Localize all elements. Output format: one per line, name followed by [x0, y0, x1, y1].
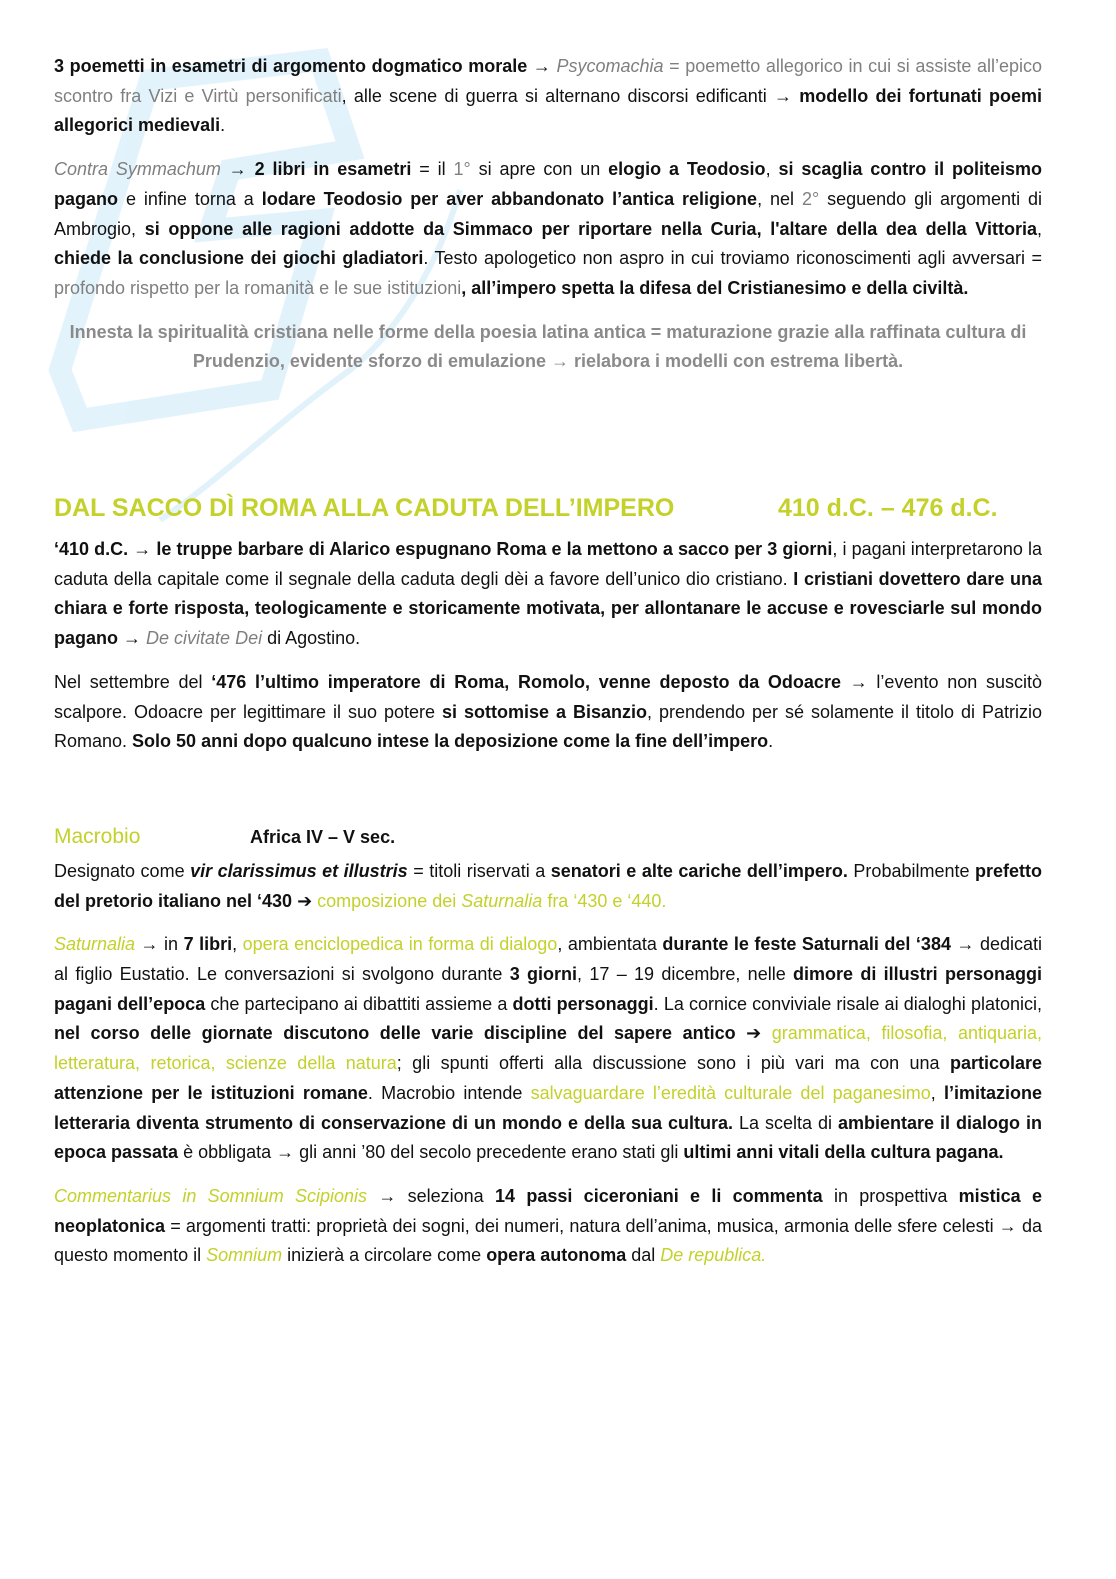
paragraph-sacco-410: [54, 535, 1042, 654]
text-run: ; gli spunti offerti alla discussione sono i più vari ma con una: [396, 1053, 950, 1074]
text-run: Saturnalia: [54, 934, 136, 955]
text-run: = argomenti tratti: proprietà dei sogni, dei numeri, natura dell’anima, musica, armonia delle sfere celesti → da questo momento il: [54, 1215, 1042, 1266]
text-run: particolare attenzione per le istituzioni romane: [54, 1053, 1042, 1103]
text-run: le truppe barbare di Alarico espugnano Roma e la mettono a sacco per 3 giorni: [156, 539, 833, 560]
text-run: Commentarius in Somnium Scipionis: [54, 1185, 368, 1206]
text-run: ,: [930, 1082, 944, 1103]
text-run: , alle scene di guerra si alternano discorsi edificanti →: [341, 85, 800, 106]
text-run: , ambientata: [557, 934, 663, 955]
text-run: in prospettiva: [822, 1185, 959, 1206]
text-run: modello dei fortunati poemi allegorici medievali: [54, 85, 1042, 136]
text-run: ‘476 l’ultimo imperatore di Roma, Romolo, venne deposto da Odoacre: [211, 671, 841, 692]
paragraph-saturnalia: [54, 930, 1042, 1168]
text-run: De civitate Dei: [146, 628, 263, 649]
text-run: prefetto del pretorio italiano nel ‘430: [54, 860, 1042, 911]
text-run: Solo 50 anni dopo qualcuno intese la deposizione come la fine dell’impero: [132, 731, 769, 752]
text-run: seguendo gli argomenti di Ambrogio,: [54, 188, 1042, 239]
text-run: Designato come: [54, 860, 191, 881]
text-run: elogio a Teodosio: [608, 159, 766, 180]
intro-summary: Innesta la spiritualità cristiana nelle forme della poesia latina antica = maturazione grazie alla raffinata cultura di Prudenzio, evidente sforzo di emulazione → rielabora i modelli con estrema libertà.: [69, 321, 1027, 372]
text-run: . Testo apologetico non aspro in cui troviamo riconoscimenti agli avversari =: [423, 248, 1042, 269]
text-run: = poemetto allegorico in cui si assiste all’epico scontro fra Vizi e Virtù personificati: [54, 56, 1042, 106]
text-run: ,: [765, 159, 779, 180]
section-title: DAL SACCO DÌ ROMA ALLA CADUTA DELL’IMPERO: [54, 494, 675, 523]
text-run: che partecipano ai dibattiti assieme a: [205, 993, 513, 1014]
text-run: Somnium: [206, 1245, 283, 1266]
text-run: →: [118, 628, 147, 649]
text-run: Saturnalia: [461, 890, 543, 911]
section-heading-sacco-roma: [54, 491, 1042, 525]
text-run: senatori e alte cariche dell’impero.: [550, 860, 848, 881]
text-run: La scelta di: [733, 1112, 838, 1133]
text-run: 7 libri: [183, 934, 233, 955]
text-run: ➔: [292, 890, 318, 911]
text-run: di Agostino.: [262, 628, 361, 649]
text-run: mistica e neoplatonica: [54, 1185, 1043, 1236]
text-run: composizione dei: [317, 890, 462, 911]
text-run: si oppone alle ragioni addotte da Simmaco per riportare nella Curia, l'altare della dea della Vittoria: [144, 218, 1037, 239]
text-run: Psycomachia: [556, 56, 664, 76]
intro-paragraph-contra-symmachum: [54, 155, 1042, 304]
text-run: → seleziona: [367, 1185, 496, 1206]
text-run: inizierà a circolare come: [282, 1245, 487, 1266]
paragraph-macrobio-bio: [54, 857, 1042, 916]
text-run: vir clarissimus et illustris: [190, 860, 408, 881]
paragraph-caduta-476: [54, 668, 1042, 757]
text-run: ultimi anni vitali della cultura pagana.: [683, 1142, 1004, 1163]
text-run: ,: [1036, 218, 1042, 239]
text-run: chiede la conclusione dei giochi gladiatori: [54, 248, 424, 269]
text-run: Contra Symmachum: [54, 159, 221, 180]
text-run: lodare Teodosio per aver abbandonato l’antica religione: [261, 188, 758, 209]
text-run: durante le feste Saturnali del ‘384: [662, 934, 951, 955]
text-run: De republica.: [660, 1245, 767, 1266]
text-run: e infine torna a: [118, 188, 262, 209]
text-run: salvaguardare l’eredità culturale del paganesimo: [530, 1082, 931, 1103]
text-run: 14 passi ciceroniani e li commenta: [495, 1185, 823, 1206]
text-run: Probabilmente: [847, 860, 975, 881]
text-run: →: [527, 56, 557, 76]
text-run: . La cornice conviviale risale ai dialoghi platonici,: [653, 993, 1042, 1014]
text-run: 3 poemetti in esametri di argomento dogmatico morale: [54, 56, 528, 76]
text-run: ➔: [735, 1023, 772, 1044]
text-run: grammatica, filosofia, antiquaria, letteratura, retorica, scienze della natura: [54, 1023, 1043, 1074]
text-run: → in: [135, 934, 184, 955]
text-run: = titoli riservati a: [407, 860, 551, 881]
author-heading-macrobio: [54, 825, 1042, 849]
text-run: , i pagani interpretarono la caduta della capitale come il segnale della caduta degli dèi a favore dell’unico dio cristiano.: [54, 539, 1042, 589]
paragraph-commentarius: [54, 1182, 1042, 1271]
text-run: profondo rispetto per la romanità e le sue istituzioni: [54, 277, 462, 298]
text-run: →: [128, 539, 157, 560]
text-run: si sottomise a Bisanzio: [442, 701, 647, 722]
text-run: → l’evento non suscitò scalpore. Odoacre per legittimare il suo potere: [54, 671, 1042, 722]
text-run: .: [768, 731, 774, 752]
text-run: si scaglia contro il politeismo pagano: [54, 159, 1042, 209]
text-run: .: [220, 115, 226, 136]
text-run: 2 libri in esametri: [254, 159, 412, 180]
section-dates: 410 d.C. – 476 d.C.: [778, 494, 998, 523]
text-run: , 17 – 19 dicembre, nelle: [577, 964, 794, 985]
text-run: ambientare il dialogo in epoca passata: [54, 1112, 1042, 1163]
text-run: dal: [626, 1245, 661, 1266]
text-run: 3 giorni: [509, 964, 578, 985]
text-run: ‘410 d.C.: [54, 539, 129, 560]
text-run: dotti personaggi: [512, 993, 654, 1014]
text-run: nel corso delle giornate discutono delle varie discipline del sapere antico: [54, 1023, 736, 1044]
text-run: l’imitazione letteraria diventa strumento di conservazione di un mondo e della sua cultura.: [54, 1082, 1042, 1133]
text-run: , prendendo per sé solamente il titolo di Patrizio Romano.: [54, 701, 1043, 752]
text-run: → dedicati al figlio Eustatio. Le conversazioni si svolgono durante: [54, 934, 1043, 985]
text-run: , nel: [757, 188, 802, 209]
text-run: I cristiani dovettero dare una chiara e forte risposta, teologicamente e storicamente motivata, per allontanare le accuse e rovesciarle sul mondo pagano: [54, 568, 1042, 649]
text-run: 2°: [801, 188, 820, 209]
text-run: . Macrobio intende: [367, 1082, 531, 1103]
text-run: = il: [411, 159, 454, 180]
text-run: si apre con un: [470, 159, 609, 180]
author-name: Macrobio: [54, 824, 141, 848]
text-run: fra ‘430 e ‘440.: [542, 890, 667, 911]
text-run: è obbligata → gli anni ’80 del secolo precedente erano stati gli: [178, 1142, 684, 1163]
text-run: opera enciclopedica in forma di dialogo: [242, 934, 558, 955]
text-run: dimore di illustri personaggi pagani dell’epoca: [54, 964, 1042, 1014]
intro-paragraph-psycomachia: [54, 52, 1042, 141]
text-run: opera autonoma: [486, 1245, 627, 1266]
author-origin: Africa IV – V sec.: [250, 826, 396, 847]
text-run: , all’impero spetta la difesa del Cristianesimo e della civiltà.: [461, 277, 969, 298]
text-run: ,: [232, 934, 243, 955]
text-run: Nel settembre del: [54, 671, 212, 692]
text-run: →: [220, 159, 255, 180]
document-body: [54, 52, 1042, 1271]
text-run: 1°: [453, 159, 471, 180]
